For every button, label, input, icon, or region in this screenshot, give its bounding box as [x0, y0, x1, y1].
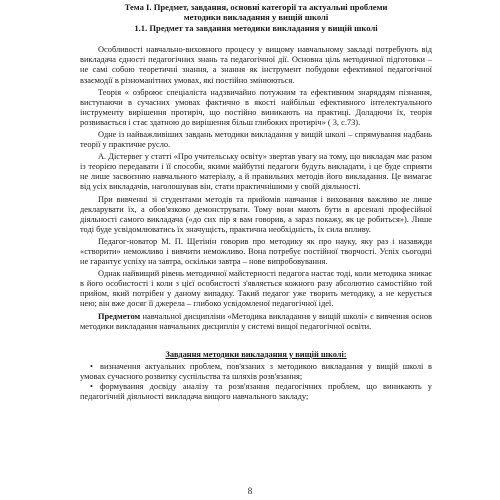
section-title: 1.1. Предмет та завдання методики викладання у вищій школі [134, 22, 378, 33]
page-number: 8 [247, 486, 253, 496]
paragraph: Педагог-новатор М. П. Щетінін говорив про методику як про науку, яку раз і назавжди «створити» неможливо і вивчити неможливо. Вона потребує постійної творчості. Успіх сьогодні не гарантує успіху на завтра, оскільки завтра – нове випробовування. [80, 236, 432, 267]
paragraph: Однак найвищий рівень методичної майстерності педагога настає тоді, коли методика зникає в його особистості і коли з цієї особистості з'являється кожного разу абсолютно самостійно той прийом, який потрібен у даному випадку. Такий педагог уже творить методику, а не керується нею; він вже досяг її джерела – глибоко усвідомленої педагогічної ідеї. [80, 269, 432, 309]
paragraph: А. Дістервег у статті «Про учительську освіту» звертав увагу на тому, що викладач має разом із теорією передавати і її способи, якими майбутні педагоги будуть викладати, і це буде сприяти не лише засвоєнню навчального матеріалу, а й правильних методів його викладання. Це вимагає від усіх викладачів, наголошував він, стати практичнішими у своїй діяльності. [80, 152, 432, 192]
list-item-text: формування досвіду аналізу та розв'язання педагогічних проблем, що виникають у педагогічній діяльності викладача вищого навчального закладу; [80, 382, 432, 402]
tasks-heading: Завдання методики викладання у вищій школі: [165, 349, 347, 359]
list-item [80, 382, 432, 402]
page-content [80, 2, 432, 402]
bullet-icon: • [90, 382, 93, 392]
paragraph: Теорія « озброює спеціаліста надзвичайно потужним та ефективним знаряддям пізнання, виступаючи в сучасних умовах фактично в якості найбільш ефективного інтелектуального інструменту вирішення протиріч, що постійно виникають на практиці. Доладючи їх, теорія розвивається і стає здатною до вирішення більш глибоких протиріч» ( 3, с.73). [80, 87, 432, 127]
list-item-text: визначення актуальних проблем, пов'язаних з методикою викладання у вищій школі в умовах сучасного розвитку суспільства та шляхів розв'язання; [80, 361, 432, 381]
chapter-title-continued: методики викладання у вищій школі [183, 12, 329, 23]
subject-paragraph [80, 312, 432, 332]
subject-definition: навчальної дисципліни «Методика викладання у вищій школі» є вивчення основ методики викладання навчальних дисциплін у системі вищої педагогічної освіти. [80, 311, 432, 331]
subject-term: Предметом [98, 311, 141, 321]
paragraph: Одне із найважливіших завдань методики викладання у вищій школі – спрямування надбань теорії у практичне русло. [80, 129, 432, 150]
bullet-icon: • [90, 361, 93, 371]
chapter-title: Тема I. Предмет, завдання, основні категорії та актуальні проблеми [124, 2, 388, 12]
tasks-list [80, 362, 432, 402]
paragraph: При вивченні зі студентами методів та прийомів навчання і виховання важливо не лише декларувати їх, а обов'язково демонструвати. Тому вони мають бути в арсеналі професійної діяльності самого викладача («до сих пір я вам говорив, а зараз покажу, як це робиться»). Лише тоді буде усвідомлюватись їх значущість, практична необхідність, їх сила впливу. [80, 194, 432, 234]
paragraph: Особливості навчально-виховного процесу у вищому навчальному закладі потребують від викладача єдності педагогічних знань та педагогічної дії. Основна ціль методичної підготовки – не самі собою теоретичні знання, а знання як інструмент побудови ефективної педагогічної взаємодії в різноманітних умовах, які постійно змінюються. [80, 45, 432, 85]
list-item [80, 362, 432, 382]
